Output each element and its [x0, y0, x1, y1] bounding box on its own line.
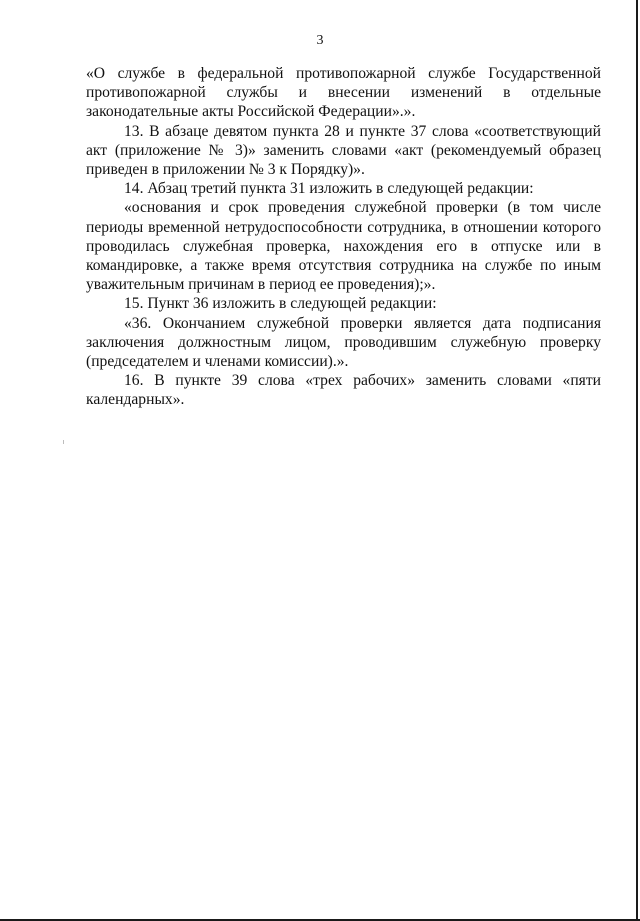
scan-border-right [636, 0, 638, 921]
paragraph-14: 14. Абзац третий пункта 31 изложить в следующей редакции: [124, 180, 534, 198]
paragraph-1: «О службе в федеральной противопожарной службе Государственной противопожарной службы и внесении изменений в отдельные законодательные акты Российской Федерации».». [86, 65, 601, 121]
paragraph-13: 13. В абзаце девятом пункта 28 и пункте 37 слова «соответствующий акт (приложение № 3)» заменить словами «акт (рекомендуемый образец приведен в приложении № 3 к Порядку)». [86, 122, 601, 179]
paragraph-15: 15. Пункт 36 изложить в следующей редакции: [124, 295, 437, 313]
document-body [86, 64, 601, 410]
paragraph-16: 16. В пункте 39 слова «трех рабочих» заменить словами «пяти календарных». [86, 372, 601, 409]
scan-artifact-mark [63, 440, 64, 444]
page-number: 3 [316, 33, 324, 48]
paragraph-14-quote: «основания и срок проведения служебной проверки (в том числе периоды временной нетрудоспособности сотрудника, в отношении которого проводилась служебная проверка, нахождения его в отпуске или в командировке, а также время отсутствия сотрудника на службе по иным уважительным причинам в период ее проведения);». [86, 199, 601, 294]
paragraph-15-quote: «36. Окончанием служебной проверки является дата подписания заключения должностным лицом, проводившим служебную проверку (председателем и членами комиссии).». [86, 314, 601, 371]
